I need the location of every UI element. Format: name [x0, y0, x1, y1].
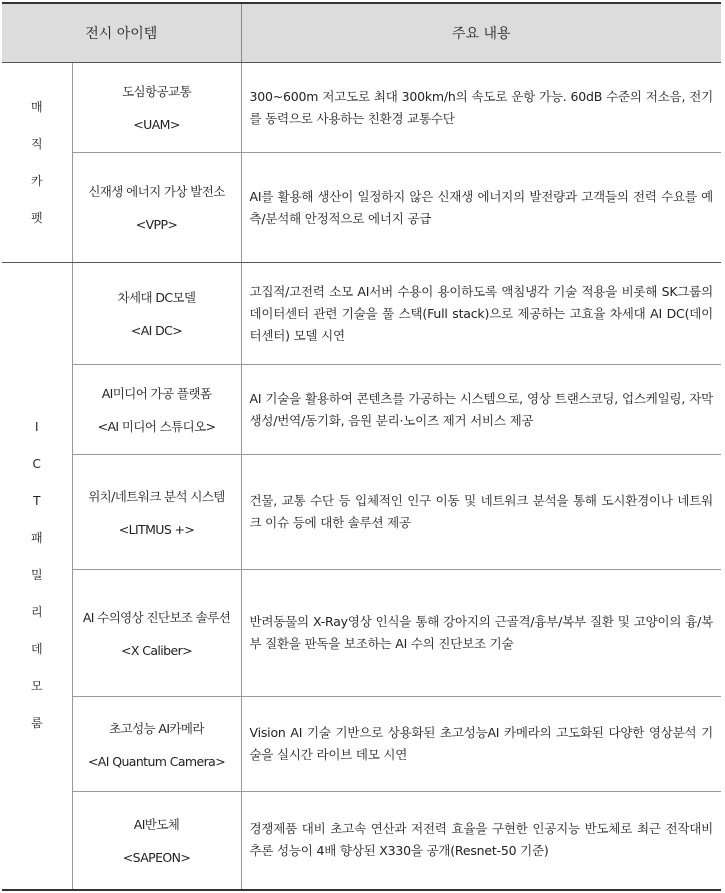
item-name: AI미디어 가공 플랫폼	[101, 386, 212, 401]
item-cell	[72, 365, 241, 455]
item-name: 차세대 DC모델	[117, 290, 196, 305]
table-row	[2, 570, 721, 697]
table-row	[2, 153, 721, 263]
category-char: 리	[30, 605, 43, 620]
category-char: T	[33, 494, 41, 509]
item-code: <AI Quantum Camera>	[87, 753, 226, 769]
item-description: AI 기술을 활용하여 콘텐츠를 가공하는 시스템으로, 영상 트랜스코딩, 업스케일링, 자막생성/번역/동기화, 음원 분리·노이즈 제거 서비스 제공	[241, 365, 721, 455]
item-description: 300~600m 저고도로 최대 300km/h의 속도로 운항 가능. 60dB 수준의 저소음, 전기를 동력으로 사용하는 친환경 교통수단	[241, 63, 721, 153]
item-name: 도심항공교통	[122, 84, 191, 99]
exhibit-table	[2, 2, 721, 891]
header-item-column: 전시 아이템	[2, 3, 241, 63]
item-description: 경쟁제품 대비 초고속 연산과 저전력 효율을 구현한 인공지능 반도체로 최근 전작대비 추론 성능이 4배 향상된 X330을 공개(Resnet-50 기준)	[249, 821, 714, 859]
item-code: <UAM>	[133, 117, 180, 132]
item-code: <SAPEON>	[122, 849, 191, 865]
item-description: Vision AI 기술 기반으로 상용화된 초고성능AI 카메라의 고도화된 다양한 영상분석 기술을 실시간 라이브 데모 시연	[241, 697, 721, 792]
category-cell-magic-carpet	[2, 63, 72, 263]
item-description: 고집적/고전력 소모 AI서버 수용이 용이하도록 액침냉각 기술 적용을 비롯해 SK그룹의 데이터센터 관련 기술을 풀 스택(Full stack)으로 제공하는 고효율 차세대 AI DC(데이터센터) 모델 시연	[241, 263, 721, 365]
table-row	[2, 792, 721, 890]
item-cell	[72, 153, 241, 263]
category-char: 매	[30, 99, 43, 114]
item-cell	[72, 697, 241, 792]
item-name: 신재생 에너지 가상 발전소	[88, 184, 225, 199]
item-code: <X Caliber>	[121, 642, 192, 658]
item-description: AI를 활용해 생산이 일정하지 않은 신재생 에너지의 발전량과 고객들의 전력 수요를 예측/분석해 안정적으로 에너지 공급	[241, 153, 721, 263]
item-cell	[72, 792, 241, 890]
item-code: <LITMUS +>	[118, 521, 195, 537]
item-cell	[72, 455, 241, 570]
table-header-row	[2, 3, 721, 63]
table-row	[2, 263, 721, 365]
category-char: 밀	[30, 568, 43, 583]
item-description: 건물, 교통 수단 등 입체적인 인구 이동 및 네트워크 분석을 통해 도시환경이나 네트워크 이슈 등에 대한 솔루션 제공	[241, 455, 721, 570]
category-char: C	[32, 457, 41, 472]
item-code: <AI DC>	[130, 323, 183, 338]
category-char: 패	[30, 531, 43, 546]
item-code: <VPP>	[135, 217, 178, 232]
item-description: 반려동물의 X-Ray영상 인식을 통해 강아지의 근골격/흉부/복부 질환 및 고양이의 흉/복부 질환을 판독을 보조하는 AI 수의 진단보조 기술	[241, 570, 721, 697]
category-char: I	[34, 420, 39, 435]
category-char: 데	[30, 642, 43, 657]
item-name: 초고성능 AI카메라	[109, 720, 204, 736]
table-row	[2, 365, 721, 455]
category-char: 직	[30, 136, 43, 151]
item-cell	[72, 63, 241, 153]
item-name: AI 수의영상 진단보조 솔루션	[82, 609, 231, 625]
category-char: 카	[30, 173, 43, 188]
table-row	[2, 63, 721, 153]
category-cell-ict-family	[2, 263, 72, 890]
item-name: AI반도체	[133, 816, 180, 832]
header-content-column: 주요 내용	[241, 3, 721, 63]
table-row	[2, 697, 721, 792]
category-char: 펫	[30, 210, 43, 225]
item-cell	[72, 570, 241, 697]
category-char: 모	[30, 679, 43, 694]
item-code: <AI 미디어 스튜디오>	[97, 419, 216, 434]
item-name: 위치/네트워크 분석 시스템	[88, 488, 225, 504]
category-char: 룸	[30, 716, 43, 731]
item-cell	[72, 263, 241, 365]
table-row	[2, 455, 721, 570]
